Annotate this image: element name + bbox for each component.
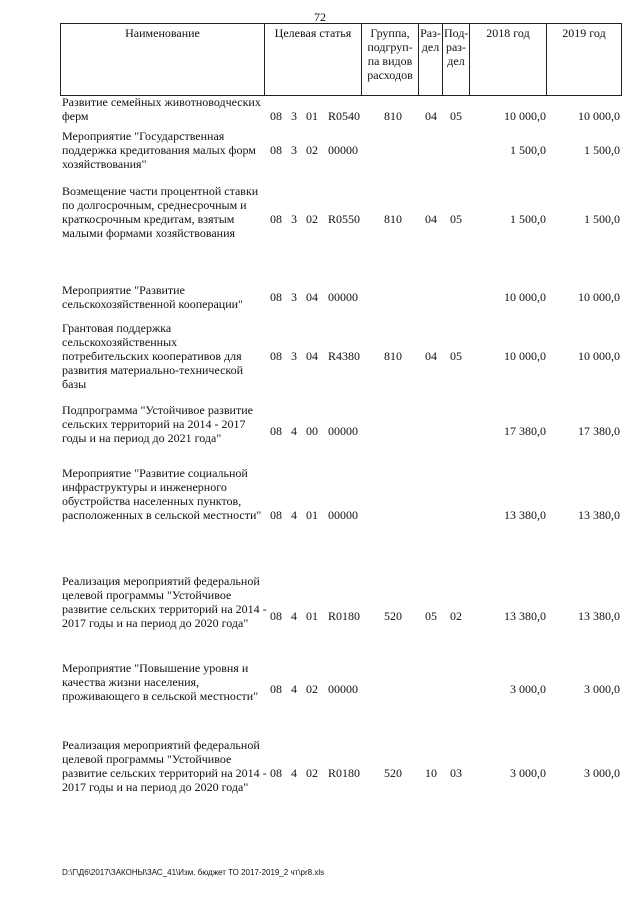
- row-name: Мероприятие "Развитие сельскохозяйственной кооперации": [62, 283, 243, 311]
- podrazdel-code: 02: [450, 609, 462, 623]
- amount-2018: 10 000,0: [504, 109, 546, 123]
- target-code-direction: 00000: [328, 508, 358, 522]
- target-code-program: 08: [270, 682, 282, 696]
- amount-2019: 10 000,0: [578, 109, 620, 123]
- amount-2018: 1 500,0: [510, 212, 546, 226]
- target-code-direction: 00000: [328, 424, 358, 438]
- target-code-program: 08: [270, 290, 282, 304]
- target-code-event: 04: [306, 349, 318, 363]
- target-code-subprogram: 4: [291, 682, 297, 696]
- amount-2019: 3 000,0: [584, 682, 620, 696]
- target-code-direction: R0540: [328, 109, 361, 123]
- target-code-subprogram: 3: [291, 290, 297, 304]
- podrazdel-code: 05: [450, 349, 462, 363]
- amount-2019: 13 380,0: [578, 609, 620, 623]
- target-code-subprogram: 3: [291, 143, 297, 157]
- file-path-footer: D:\Г\Д6\2017\ЗАКОНЫ\ЗАС_41\Изм. бюджет ТО 2017-2019_2 чт\pr8.xls: [62, 868, 325, 877]
- expense-group: 810: [384, 109, 402, 123]
- amount-2018: 1 500,0: [510, 143, 546, 157]
- header-podrazdel: Под-раз-дел: [442, 23, 470, 96]
- expense-group: 810: [384, 349, 402, 363]
- target-code-event: 02: [306, 766, 318, 780]
- row-name: Подпрограмма "Устойчивое развитие сельских территорий на 2014 - 2017 годы и на период до 2021 года": [62, 403, 253, 445]
- row-name: Реализация мероприятий федеральной целевой программы "Устойчивое развитие сельских территорий на 2014 - 2017 годы и на период до 2020 года": [62, 574, 267, 630]
- target-code-subprogram: 4: [291, 508, 297, 522]
- row-name: Мероприятие "Государственная поддержка кредитования малых форм хозяйствования": [62, 129, 256, 171]
- target-code-direction: R0550: [328, 212, 361, 226]
- target-code-program: 08: [270, 349, 282, 363]
- target-code-program: 08: [270, 508, 282, 522]
- expense-group: 520: [384, 766, 402, 780]
- amount-2018: 3 000,0: [510, 682, 546, 696]
- target-code-event: 01: [306, 508, 318, 522]
- target-code-direction: R0180: [328, 766, 361, 780]
- target-code-program: 08: [270, 766, 282, 780]
- amount-2018: 10 000,0: [504, 349, 546, 363]
- amount-2018: 13 380,0: [504, 508, 546, 522]
- table-header: [0, 0, 640, 100]
- target-code-subprogram: 4: [291, 609, 297, 623]
- razdel-code: 04: [425, 212, 437, 226]
- amount-2018: 17 380,0: [504, 424, 546, 438]
- target-code-direction: 00000: [328, 290, 358, 304]
- amount-2018: 10 000,0: [504, 290, 546, 304]
- amount-2018: 13 380,0: [504, 609, 546, 623]
- expense-group: 520: [384, 609, 402, 623]
- header-target: Целевая статья: [264, 23, 362, 96]
- target-code-event: 02: [306, 212, 318, 226]
- amount-2019: 10 000,0: [578, 349, 620, 363]
- amount-2019: 1 500,0: [584, 143, 620, 157]
- header-group: Группа, подгруп-па видов расходов: [361, 23, 419, 96]
- target-code-program: 08: [270, 609, 282, 623]
- amount-2019: 13 380,0: [578, 508, 620, 522]
- target-code-direction: 00000: [328, 143, 358, 157]
- target-code-program: 08: [270, 109, 282, 123]
- target-code-program: 08: [270, 212, 282, 226]
- row-name: Мероприятие "Развитие социальной инфраструктуры и инженерного обустройства населенных пунктов, расположенных в сельской местности": [62, 466, 262, 522]
- header-razdel: Раз-дел: [418, 23, 443, 96]
- razdel-code: 04: [425, 349, 437, 363]
- target-code-event: 01: [306, 609, 318, 623]
- target-code-subprogram: 4: [291, 424, 297, 438]
- razdel-code: 10: [425, 766, 437, 780]
- podrazdel-code: 05: [450, 109, 462, 123]
- header-2018: 2018 год: [469, 23, 547, 96]
- amount-2019: 1 500,0: [584, 212, 620, 226]
- amount-2019: 3 000,0: [584, 766, 620, 780]
- target-code-program: 08: [270, 424, 282, 438]
- target-code-subprogram: 3: [291, 349, 297, 363]
- row-name: Грантовая поддержка сельскохозяйственных потребительских кооперативов для развития материально-технической базы: [62, 321, 244, 391]
- target-code-subprogram: 3: [291, 109, 297, 123]
- razdel-code: 05: [425, 609, 437, 623]
- amount-2018: 3 000,0: [510, 766, 546, 780]
- row-name: Развитие семейных животноводческих ферм: [62, 95, 261, 123]
- header-name: Наименование: [60, 23, 265, 96]
- target-code-subprogram: 3: [291, 212, 297, 226]
- target-code-event: 02: [306, 143, 318, 157]
- target-code-subprogram: 4: [291, 766, 297, 780]
- row-name: Возмещение части процентной ставки по долгосрочным, среднесрочным и краткосрочным кредитам, взятым малыми формами хозяйствования: [62, 184, 259, 240]
- target-code-direction: 00000: [328, 682, 358, 696]
- target-code-direction: R0180: [328, 609, 361, 623]
- expense-group: 810: [384, 212, 402, 226]
- target-code-direction: R4380: [328, 349, 361, 363]
- podrazdel-code: 03: [450, 766, 462, 780]
- amount-2019: 17 380,0: [578, 424, 620, 438]
- target-code-program: 08: [270, 143, 282, 157]
- row-name: Мероприятие "Повышение уровня и качества жизни населения, проживающего в сельской местности": [62, 661, 259, 703]
- podrazdel-code: 05: [450, 212, 462, 226]
- target-code-event: 04: [306, 290, 318, 304]
- row-name: Реализация мероприятий федеральной целевой программы "Устойчивое развитие сельских территорий на 2014 - 2017 годы и на период до 2020 года": [62, 738, 267, 794]
- razdel-code: 04: [425, 109, 437, 123]
- target-code-event: 00: [306, 424, 318, 438]
- amount-2019: 10 000,0: [578, 290, 620, 304]
- target-code-event: 02: [306, 682, 318, 696]
- page-number: 72: [314, 10, 326, 24]
- target-code-event: 01: [306, 109, 318, 123]
- header-2019: 2019 год: [546, 23, 622, 96]
